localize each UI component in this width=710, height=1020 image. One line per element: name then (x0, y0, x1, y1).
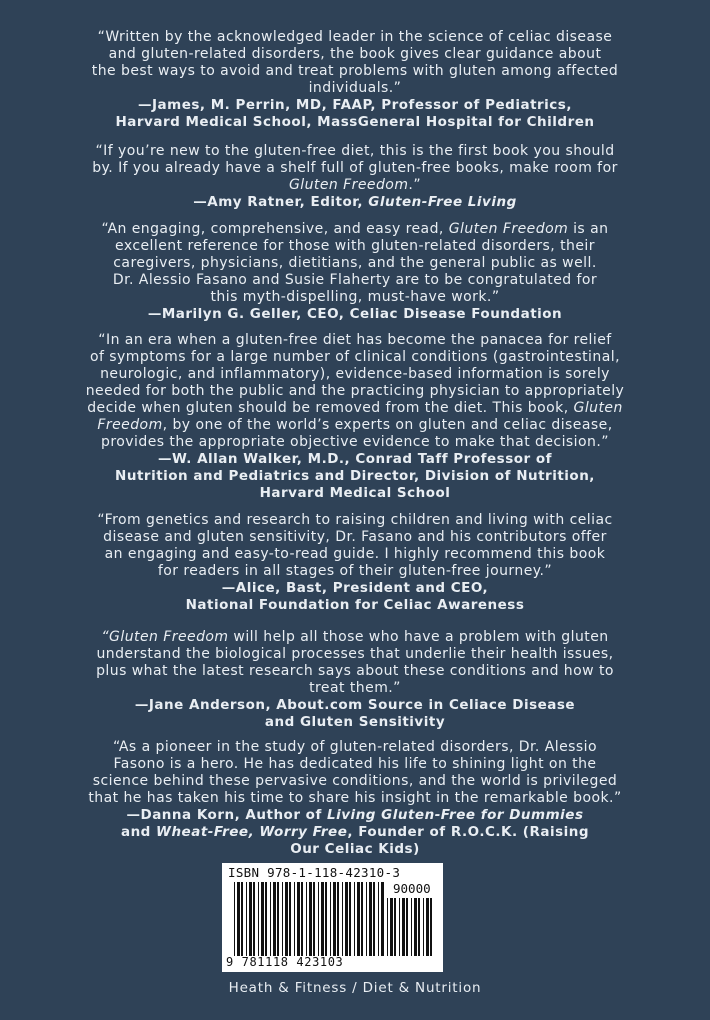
blurb-attribution-line (40, 194, 670, 211)
attribution-name: —Amy Ratner, Editor, (193, 194, 369, 210)
blurb-bast (40, 512, 670, 614)
blurb-quote-line: of symptoms for a large number of clinical conditions (gastrointestinal, (90, 349, 620, 365)
blurb-quote-line: “If you’re new to the gluten-free diet, this is the first book you should (95, 143, 615, 159)
isbn-barcode (222, 863, 443, 972)
blurb-quote-line: an engaging and easy-to-read guide. I highly recommend this book (104, 546, 606, 562)
blurb-attribution-line: —Marilyn G. Geller, CEO, Celiac Disease Foundation (147, 306, 563, 322)
blurb-quote-line: for readers in all stages of their gluten-free journey.” (157, 563, 553, 579)
blurb-anderson (40, 629, 670, 731)
quote-text: , by one of the world’s experts on gluten and celiac disease, (162, 417, 613, 433)
isbn-digits: 9 781118 423103 (226, 955, 344, 969)
quote-text: decide when gluten should be removed from the diet. This book, (87, 400, 574, 416)
blurb-quote-line: caregivers, physicians, dietitians, and the general public as well. (113, 255, 597, 271)
blurb-quote-line: that he has taken his time to share his insight in the remarkable book.” (88, 790, 622, 806)
blurb-attribution-line: National Foundation for Celiac Awareness (185, 597, 525, 613)
attribution-text: , Founder of R.O.C.K. (Raising (347, 824, 590, 840)
blurb-quote-line: Fasono is a hero. He has dedicated his life to shining light on the (113, 756, 597, 772)
book-title: Gluten Freedom (448, 221, 569, 237)
blurb-quote-line: plus what the latest research says about these conditions and how to (96, 663, 614, 679)
blurb-quote-line: understand the biological processes that underlie their health issues, (96, 646, 614, 662)
blurb-attribution-line: Our Celiac Kids) (290, 841, 420, 857)
blurb-quote-line: disease and gluten sensitivity, Dr. Fasano and his contributors offer (103, 529, 607, 545)
blurb-quote-line: excellent reference for those with gluten-related disorders, their (115, 238, 595, 254)
blurb-quote-line: “In an era when a gluten-free diet has become the panacea for relief (98, 332, 612, 348)
blurb-quote-line: by. If you already have a shelf full of gluten-free books, make room for (92, 160, 618, 176)
book-title: Gluten (573, 400, 623, 416)
blurb-attribution-line: Nutrition and Pediatrics and Director, Division of Nutrition, (115, 468, 595, 484)
book-title: Living Gluten-Free for Dummies (327, 807, 584, 823)
blurb-walker (40, 332, 670, 502)
blurb-perrin (40, 29, 670, 131)
quote-text: “An engaging, comprehensive, and easy read, (101, 221, 449, 237)
blurb-quote-line: needed for both the public and the practicing physician to appropriately (85, 383, 625, 399)
book-title: Freedom (97, 417, 163, 433)
book-title: “Gluten Freedom (101, 629, 229, 645)
book-title: Gluten Freedom (288, 177, 409, 193)
barcode-bars-icon (234, 882, 384, 956)
isbn-label: ISBN 978-1-118-42310-3 (228, 865, 401, 880)
blurb-quote-line: this myth-dispelling, must-have work.” (210, 289, 500, 305)
quote-text: will help all those who have a problem with gluten (228, 629, 609, 645)
blurb-quote-line (40, 221, 670, 238)
book-title: Wheat-Free, Worry Free (156, 824, 348, 840)
quote-text: is an (568, 221, 609, 237)
quote-end: .” (408, 177, 422, 193)
attribution-text: and (120, 824, 157, 840)
blurb-attribution-line: and Gluten Sensitivity (264, 714, 446, 730)
blurb-quote-line: provides the appropriate objective evidence to make that decision.” (101, 434, 609, 450)
attribution-name: —Danna Korn, Author of (126, 807, 328, 823)
blurb-quote-line (40, 177, 670, 194)
blurb-quote-line: “From genetics and research to raising children and living with celiac (97, 512, 613, 528)
blurb-attribution-line: Harvard Medical School, MassGeneral Hospital for Children (115, 114, 595, 130)
blurb-quote-line (40, 400, 670, 417)
barcode-addon-bars-icon (387, 898, 437, 956)
blurb-quote-line: treat them.” (309, 680, 401, 696)
blurb-quote-line: neurologic, and inflammatory), evidence-based information is sorely (100, 366, 610, 382)
blurb-attribution-line (40, 824, 670, 841)
blurb-attribution-line: —Alice, Bast, President and CEO, (221, 580, 489, 596)
blurb-korn (40, 739, 670, 858)
blurb-quote-line (40, 629, 670, 646)
category-label: Heath & Fitness / Diet & Nutrition (228, 980, 482, 996)
blurb-geller (40, 221, 670, 323)
blurb-quote-line: Dr. Alessio Fasano and Susie Flaherty are to be congratulated for (112, 272, 598, 288)
blurb-quote-line: science behind these pervasive conditions, and the world is privileged (92, 773, 618, 789)
blurb-quote-line: and gluten-related disorders, the book gives clear guidance about (108, 46, 602, 62)
blurb-ratner (40, 143, 670, 211)
blurb-attribution-line (40, 807, 670, 824)
blurb-quote-line: the best ways to avoid and treat problems with gluten among affected (91, 63, 619, 79)
blurb-quote-line: individuals.” (308, 80, 402, 96)
blurb-quote-line: “As a pioneer in the study of gluten-related disorders, Dr. Alessio (113, 739, 597, 755)
publication-title: Gluten-Free Living (368, 194, 517, 210)
price-code: 90000 (393, 881, 431, 896)
blurb-attribution-line: —Jane Anderson, About.com Source in Celiace Disease (134, 697, 576, 713)
blurb-quote-line (40, 417, 670, 434)
blurb-attribution-line: Harvard Medical School (259, 485, 451, 501)
blurb-attribution-line: —James, M. Perrin, MD, FAAP, Professor of Pediatrics, (138, 97, 572, 113)
blurb-quote-line: “Written by the acknowledged leader in the science of celiac disease (97, 29, 613, 45)
blurb-attribution-line: —W. Allan Walker, M.D., Conrad Taff Professor of (157, 451, 553, 467)
